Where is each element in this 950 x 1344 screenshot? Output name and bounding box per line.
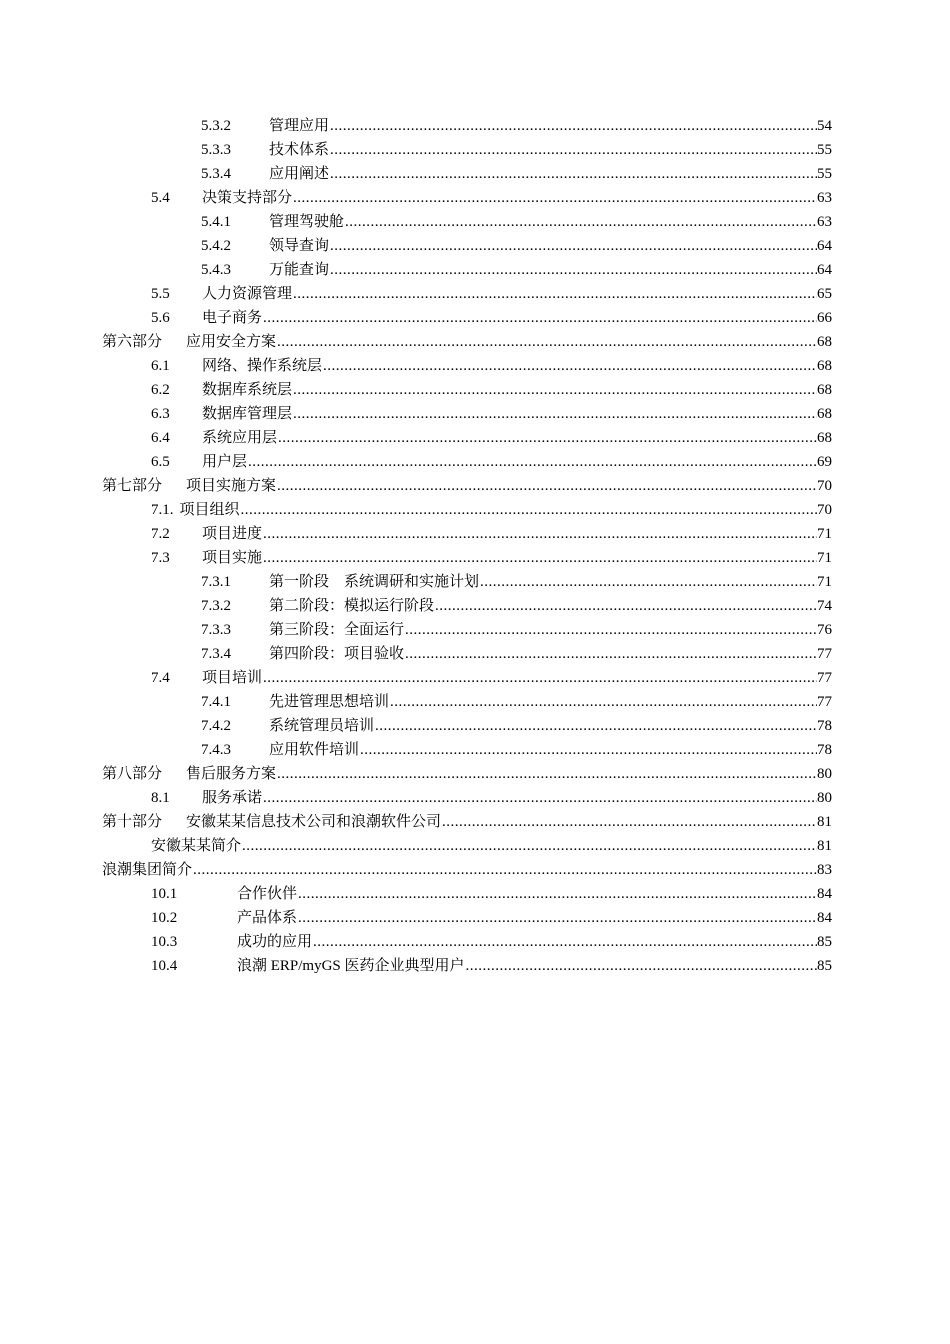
toc-entry-page-number: 81 xyxy=(817,814,832,830)
toc-dot-leader xyxy=(360,738,817,762)
toc-entry-number: 5.4.1 xyxy=(201,214,231,230)
toc-entry-page-number: 83 xyxy=(817,862,832,878)
toc-dot-leader xyxy=(323,354,817,378)
toc-entry-number: 7.2 xyxy=(151,526,170,542)
toc-dot-leader xyxy=(330,114,817,138)
toc-entry-title: 应用安全方案 xyxy=(186,334,277,350)
toc-entry-number: 第七部分 xyxy=(102,478,163,494)
toc-entry-page-number: 66 xyxy=(817,310,832,326)
toc-entry-number: 第八部分 xyxy=(102,766,163,782)
toc-entry[interactable] xyxy=(201,714,832,738)
toc-entry[interactable] xyxy=(151,522,832,546)
toc-entry-page-number: 77 xyxy=(817,646,832,662)
toc-entry-title: 网络、操作系统层 xyxy=(202,358,323,374)
toc-entry-number: 6.1 xyxy=(151,358,170,374)
toc-entry-title: 应用软件培训 xyxy=(269,742,360,758)
toc-entry-number: 10.2 xyxy=(151,910,178,926)
toc-entry-title: 管理驾驶舱 xyxy=(269,214,345,230)
toc-dot-leader xyxy=(330,162,817,186)
toc-entry-title: 电子商务 xyxy=(202,310,263,326)
toc-entry[interactable] xyxy=(102,474,832,498)
toc-entry-title: 成功的应用 xyxy=(237,934,313,950)
toc-entry-page-number: 68 xyxy=(817,334,832,350)
toc-entry[interactable] xyxy=(201,114,832,138)
toc-entry[interactable] xyxy=(102,858,832,882)
toc-entry-title: 售后服务方案 xyxy=(186,766,277,782)
toc-entry-page-number: 69 xyxy=(817,454,832,470)
toc-entry[interactable] xyxy=(151,666,832,690)
toc-dot-leader xyxy=(442,810,817,834)
toc-entry-title: 数据库系统层 xyxy=(202,382,293,398)
toc-entry-page-number: 80 xyxy=(817,766,832,782)
toc-entry[interactable] xyxy=(201,138,832,162)
toc-entry-page-number: 85 xyxy=(817,958,832,974)
toc-entry-title: 用户层 xyxy=(202,454,248,470)
toc-dot-leader xyxy=(241,498,817,522)
toc-entry-number: 10.3 xyxy=(151,934,178,950)
toc-entry[interactable] xyxy=(201,234,832,258)
toc-dot-leader xyxy=(330,234,817,258)
toc-entry[interactable] xyxy=(102,810,832,834)
toc-entry-page-number: 74 xyxy=(817,598,832,614)
toc-entry-number: 第十部分 xyxy=(102,814,163,830)
toc-entry-title: 项目实施方案 xyxy=(186,478,277,494)
toc-entry-title: 浪潮 ERP/myGS 医药企业典型用户 xyxy=(237,958,465,974)
toc-entry-page-number: 85 xyxy=(817,934,832,950)
toc-entry-number: 7.3.4 xyxy=(201,646,231,662)
toc-entry-title: 项目组织 xyxy=(179,502,240,518)
toc-dot-leader xyxy=(293,378,817,402)
toc-entry-title: 人力资源管理 xyxy=(202,286,293,302)
toc-dot-leader xyxy=(248,450,817,474)
toc-entry[interactable] xyxy=(151,882,832,906)
toc-entry-page-number: 70 xyxy=(817,502,832,518)
toc-entry[interactable] xyxy=(102,762,832,786)
toc-entry-page-number: 71 xyxy=(817,574,832,590)
toc-dot-leader xyxy=(330,138,817,162)
toc-entry-title: 安徽某某信息技术公司和浪潮软件公司 xyxy=(186,814,442,830)
toc-dot-leader xyxy=(278,426,817,450)
toc-entry[interactable] xyxy=(151,378,832,402)
toc-dot-leader xyxy=(330,258,817,282)
toc-entry-number: 5.3.4 xyxy=(201,166,231,182)
toc-entry-number: 第六部分 xyxy=(102,334,163,350)
toc-entry-title: 第一阶段 系统调研和实施计划 xyxy=(269,574,480,590)
toc-entry-page-number: 54 xyxy=(817,118,832,134)
toc-entry-number: 5.3.2 xyxy=(201,118,231,134)
toc-entry-number: 7.4 xyxy=(151,670,170,686)
toc-entry-page-number: 84 xyxy=(817,910,832,926)
toc-entry[interactable] xyxy=(151,186,832,210)
toc-entry-title: 第二阶段：模拟运行阶段 xyxy=(269,598,435,614)
toc-entry[interactable] xyxy=(201,690,832,714)
toc-entry-number: 5.3.3 xyxy=(201,142,231,158)
toc-entry-title: 数据库管理层 xyxy=(202,406,293,422)
toc-dot-leader xyxy=(263,666,817,690)
toc-entry-page-number: 77 xyxy=(817,670,832,686)
toc-entry-title: 服务承诺 xyxy=(202,790,263,806)
toc-entry-title: 决策支持部分 xyxy=(202,190,293,206)
toc-dot-leader xyxy=(293,402,817,426)
toc-dot-leader xyxy=(390,690,817,714)
toc-entry-page-number: 70 xyxy=(817,478,832,494)
toc-entry-page-number: 68 xyxy=(817,406,832,422)
toc-entry-page-number: 68 xyxy=(817,382,832,398)
toc-dot-leader xyxy=(298,906,817,930)
toc-dot-leader xyxy=(263,306,817,330)
toc-dot-leader xyxy=(405,618,817,642)
toc-entry[interactable] xyxy=(201,594,832,618)
toc-entry-title: 系统管理员培训 xyxy=(269,718,375,734)
toc-entry-title: 先进管理思想培训 xyxy=(269,694,390,710)
toc-entry-number: 6.5 xyxy=(151,454,170,470)
toc-entry[interactable] xyxy=(201,258,832,282)
toc-entry-page-number: 64 xyxy=(817,262,832,278)
toc-entry-number: 6.2 xyxy=(151,382,170,398)
toc-entry[interactable] xyxy=(201,570,832,594)
toc-entry-title: 系统应用层 xyxy=(202,430,278,446)
toc-entry-title: 产品体系 xyxy=(237,910,298,926)
toc-entry-title: 安徽某某简介 xyxy=(151,838,242,854)
toc-entry-number: 5.4.3 xyxy=(201,262,231,278)
toc-entry-page-number: 65 xyxy=(817,286,832,302)
toc-entry-page-number: 76 xyxy=(817,622,832,638)
toc-entry[interactable] xyxy=(201,642,832,666)
toc-entry[interactable] xyxy=(151,546,832,570)
toc-dot-leader xyxy=(263,522,817,546)
toc-entry-page-number: 68 xyxy=(817,358,832,374)
toc-entry-title: 项目培训 xyxy=(202,670,263,686)
toc-entry-title: 第四阶段：项目验收 xyxy=(269,646,405,662)
toc-entry-number: 7.1. xyxy=(151,502,174,518)
toc-entry-number: 7.3.2 xyxy=(201,598,231,614)
toc-entry-page-number: 84 xyxy=(817,886,832,902)
toc-entry-page-number: 71 xyxy=(817,550,832,566)
toc-entry[interactable] xyxy=(201,162,832,186)
toc-entry[interactable] xyxy=(151,306,832,330)
toc-dot-leader xyxy=(277,762,817,786)
toc-entry-page-number: 55 xyxy=(817,166,832,182)
toc-entry-page-number: 64 xyxy=(817,238,832,254)
toc-entry-title: 项目实施 xyxy=(202,550,263,566)
toc-entry[interactable] xyxy=(151,954,832,978)
toc-entry-title: 项目进度 xyxy=(202,526,263,542)
toc-dot-leader xyxy=(375,714,817,738)
toc-dot-leader xyxy=(298,882,817,906)
toc-entry[interactable] xyxy=(201,738,832,762)
toc-entry-page-number: 78 xyxy=(817,742,832,758)
toc-entry-title: 浪潮集团简介 xyxy=(102,862,193,878)
toc-entry-number: 7.3 xyxy=(151,550,170,566)
toc-entry[interactable] xyxy=(151,498,832,522)
toc-entry-number: 5.5 xyxy=(151,286,170,302)
toc-entry-number: 5.4.2 xyxy=(201,238,231,254)
toc-entry-page-number: 63 xyxy=(817,190,832,206)
toc-entry-title: 合作伙伴 xyxy=(237,886,298,902)
toc-entry-number: 10.1 xyxy=(151,886,178,902)
toc-dot-leader xyxy=(242,834,817,858)
toc-entry[interactable] xyxy=(102,330,832,354)
toc-entry-page-number: 55 xyxy=(817,142,832,158)
toc-entry[interactable] xyxy=(151,906,832,930)
toc-entry-title: 管理应用 xyxy=(269,118,330,134)
toc-entry[interactable] xyxy=(151,282,832,306)
toc-entry-number: 5.4 xyxy=(151,190,170,206)
toc-entry-number: 5.6 xyxy=(151,310,170,326)
toc-dot-leader xyxy=(466,954,817,978)
toc-dot-leader xyxy=(277,330,817,354)
toc-entry[interactable] xyxy=(151,834,832,858)
toc-entry[interactable] xyxy=(151,930,832,954)
toc-entry[interactable] xyxy=(151,354,832,378)
toc-entry-page-number: 80 xyxy=(817,790,832,806)
toc-entry[interactable] xyxy=(151,450,832,474)
toc-entry-page-number: 81 xyxy=(817,838,832,854)
toc-dot-leader xyxy=(193,858,817,882)
toc-entry-number: 6.4 xyxy=(151,430,170,446)
toc-entry-page-number: 77 xyxy=(817,694,832,710)
toc-dot-leader xyxy=(277,474,817,498)
toc-entry-number: 7.4.3 xyxy=(201,742,231,758)
toc-dot-leader xyxy=(313,930,817,954)
toc-entry[interactable] xyxy=(201,210,832,234)
toc-dot-leader xyxy=(263,786,817,810)
toc-dot-leader xyxy=(345,210,817,234)
toc-entry-title: 万能查询 xyxy=(269,262,330,278)
toc-entry-page-number: 63 xyxy=(817,214,832,230)
toc-dot-leader xyxy=(293,186,817,210)
toc-entry-number: 8.1 xyxy=(151,790,170,806)
toc-entry[interactable] xyxy=(151,402,832,426)
toc-entry-number: 7.3.1 xyxy=(201,574,231,590)
toc-dot-leader xyxy=(263,546,817,570)
toc-dot-leader xyxy=(293,282,817,306)
toc-entry-number: 6.3 xyxy=(151,406,170,422)
toc-entry[interactable] xyxy=(151,426,832,450)
toc-entry-page-number: 68 xyxy=(817,430,832,446)
toc-entry[interactable] xyxy=(151,786,832,810)
toc-dot-leader xyxy=(480,570,817,594)
toc-entry-number: 7.4.2 xyxy=(201,718,231,734)
toc-entry-title: 技术体系 xyxy=(269,142,330,158)
toc-dot-leader xyxy=(405,642,817,666)
toc-entry-page-number: 78 xyxy=(817,718,832,734)
toc-entry-number: 7.4.1 xyxy=(201,694,231,710)
toc-entry-title: 领导查询 xyxy=(269,238,330,254)
toc-entry-title: 第三阶段：全面运行 xyxy=(269,622,405,638)
toc-entry[interactable] xyxy=(201,618,832,642)
toc-entry-title: 应用阐述 xyxy=(269,166,330,182)
toc-entry-number: 10.4 xyxy=(151,958,178,974)
toc-entry-number: 7.3.3 xyxy=(201,622,231,638)
toc-dot-leader xyxy=(435,594,817,618)
toc-entry-page-number: 71 xyxy=(817,526,832,542)
